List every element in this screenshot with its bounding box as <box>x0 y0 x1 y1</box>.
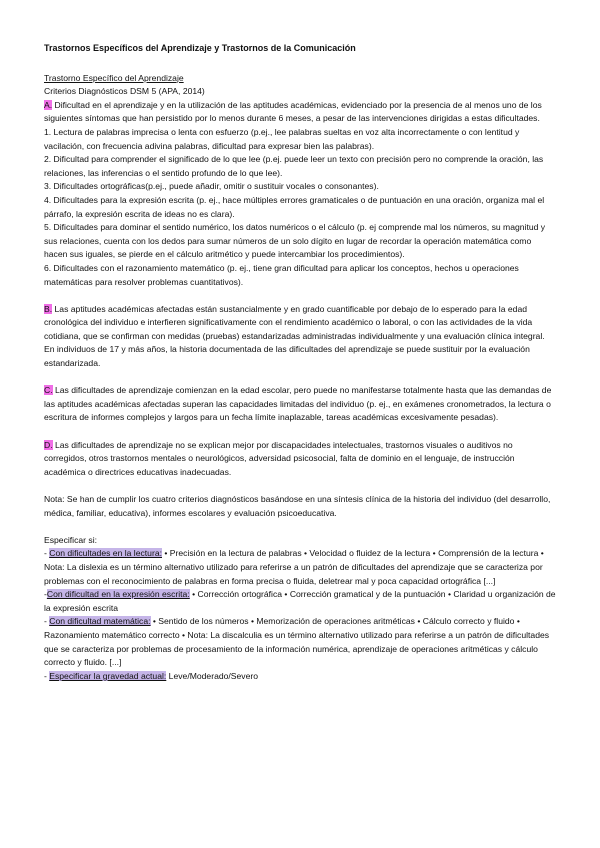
criterion-c <box>44 384 556 425</box>
specifier-text: Leve/Moderado/Severo <box>166 670 259 681</box>
criterion-d-letter: D. <box>44 439 53 450</box>
criterion-a-item: 6. Dificultades con el razonamiento matemático (p. ej., tiene gran dificultad para aplicar los conceptos, hechos u operaciones matemáticas para resolver problemas cuantitativos). <box>44 262 519 287</box>
specifier-label: Con dificultades en la lectura: <box>49 548 162 559</box>
criterion-d <box>44 439 556 480</box>
criteria-source: Criterios Diagnósticos DSM 5 (APA, 2014) <box>44 86 205 97</box>
criterion-c-text <box>44 384 556 425</box>
specifier-severity <box>44 670 556 684</box>
specifier-label: Especificar la gravedad actual: <box>49 670 167 681</box>
specifier-label: Con dificultad matemática: <box>49 616 151 627</box>
specifier-text: • Corrección ortográfica • Corrección gramatical y de la puntuación • Claridad u organización de la expresión escrita <box>44 589 556 613</box>
criterion-b-body: Las aptitudes académicas afectadas están sustancialmente y en grado cuantificable por debajo de lo esperado para la edad cronológica del individuo e interfieren significativamente con el rendimiento académico o laboral, o con las actividades de la vida cotidiana, que se confirman con medidas (pruebas) estandarizadas administradas individualmente y una evaluación clínica integral. En individuos de 17 y más años, la historia documentada de las dificultades del aprendizaje se puede sustituir por la evaluación estandarizada. <box>44 303 545 369</box>
criterion-c-body: Las dificultades de aprendizaje comienzan en la edad escolar, pero puede no manifestarse totalmente hasta que las demandas de las aptitudes académicas afectadas superan las capacidades limitadas del individuo (p. ej., en exámenes cronometrados, la lectura o escritura de informes complejos y largos para un fecha límite inaplazable, tareas académicas excesivamente pesadas). <box>44 385 552 423</box>
specifier-writing <box>44 588 556 615</box>
section-subtitle: Trastorno Específico del Aprendizaje <box>44 72 184 83</box>
criterion-b <box>44 303 556 371</box>
specifiers-heading: Especificar si: <box>44 534 98 545</box>
criterion-c-letter: C. <box>44 385 53 396</box>
criterion-a-item: 3. Dificultades ortográficas(p.ej., puede añadir, omitir o sustituir vocales o consonantes). <box>44 181 379 192</box>
specifier-prefix: - <box>44 548 50 559</box>
criterion-a-item: 5. Dificultades para dominar el sentido numérico, los datos numéricos o el cálculo (p. ej comprende mal los números, su magnitud y sus relaciones, cuenta con los dedos para sumar números de un solo dígito en lugar de recordar la operación matemática como hacen sus iguales, se pierde en el cálculo aritmético y puede intercambiar los procedimientos). <box>44 222 546 260</box>
specifier-prefix: - <box>44 589 47 600</box>
criterion-a-item: 2. Dificultad para comprender el significado de lo que lee (p.ej. puede leer un texto con precisión pero no comprende la oración, las relaciones, las inferencias o el sentido profundo de lo que lee). <box>44 154 544 178</box>
criterion-a-body: Dificultad en el aprendizaje y en la utilización de las aptitudes académicas, evidenciado por la presencia de al menos uno de los siguientes síntomas que han persistido por lo menos durante 6 meses, a pesar de las intervenciones dirigidas a estas dificultades. <box>44 99 542 124</box>
specifier-math <box>44 615 556 669</box>
criterion-d-body: Las dificultades de aprendizaje no se explican mejor por discapacidades intelectuales, trastornos visuales o auditivos no corregidos, otros trastornos mentales o neurológicos, adversidad psicosocial, falta de dominio en el lenguaje, de instrucción académica o directrices educativas inadecuadas. <box>44 439 515 477</box>
note-text: Nota: Se han de cumplir los cuatro criterios diagnósticos basándose en una síntesis clínica de la historia del individuo (del desarrollo, médica, familiar, educativa), informes escolares y evaluación psicoeducativa. <box>44 494 551 518</box>
specifiers <box>44 534 556 684</box>
criterion-a-item: 1. Lectura de palabras imprecisa o lenta con esfuerzo (p.ej., lee palabras sueltas en voz alta incorrectamente o con lentitud y vacilación, con frecuencia adivina palabras, dificultad para expresar bien las palabras). <box>44 126 520 151</box>
criterion-b-letter: B. <box>44 303 53 314</box>
note <box>44 493 556 520</box>
document-title: Trastornos Específicos del Aprendizaje y Trastornos de la Comunicación <box>44 43 356 53</box>
specifier-text: • Precisión en la lectura de palabras • Velocidad o fluidez de la lectura • Comprensión de la lectura • Nota: La dislexia es un término alternativo utilizado para referirse a un patrón de dificultades del aprendizaje que se caracteriza por problemas con el reconocimiento de palabras en forma precisa o fluida, deletrear mal y poca capacidad ortográfica [...] <box>44 548 544 586</box>
criterion-a-text <box>44 99 556 126</box>
specifier-label: Con dificultad en la expresión escrita: <box>46 589 190 600</box>
specifier-reading <box>44 547 556 588</box>
specifier-text: • Sentido de los números • Memorización de operaciones aritméticas • Cálculo correcto y fluido • Razonamiento matemático correcto • Nota: La discalculia es un término alternativo utilizado para referirse a un patrón de dificultades que se caracteriza por problemas de procesamiento de la información numérica, aprendizaje de operaciones aritméticas y cálculo correcto y fluido. [...] <box>44 616 550 668</box>
criterion-b-text <box>44 303 556 371</box>
criterion-d-text <box>44 439 556 480</box>
specifier-prefix: - <box>44 670 50 681</box>
criterion-a <box>44 99 556 289</box>
specifier-prefix: - <box>44 616 50 627</box>
criterion-a-letter: A. <box>44 99 53 110</box>
criterion-a-item: 4. Dificultades para la expresión escrita (p. ej., hace múltiples errores gramaticales o de puntuación en una oración, organiza mal el párrafo, la expresión escrita de ideas no es clara). <box>44 194 545 219</box>
